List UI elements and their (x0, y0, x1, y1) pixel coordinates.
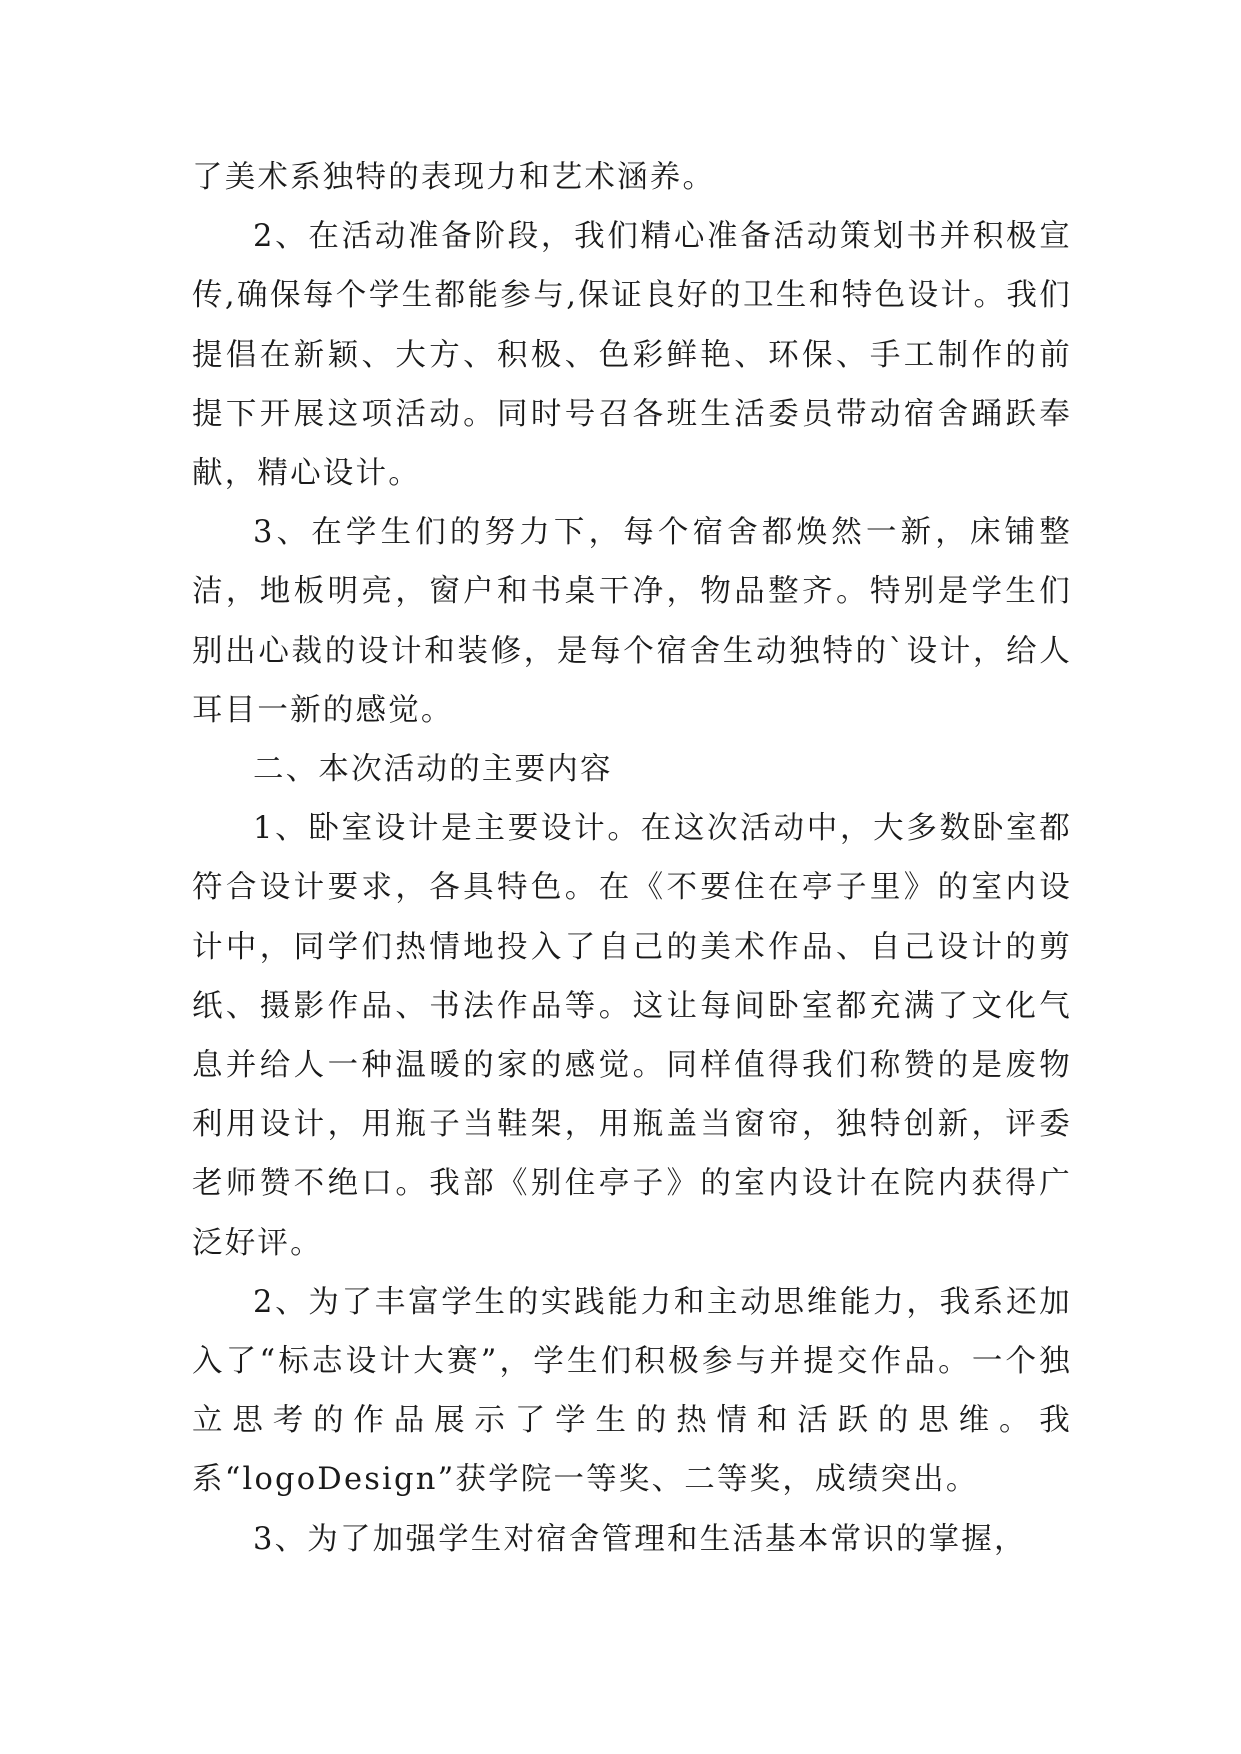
paragraph: 了美术系独特的表现力和艺术涵养。 (192, 160, 716, 195)
paragraph: 2、为了丰富学生的实践能力和主动思维能力，我系还加入了“标志设计大赛”，学生们积极参与并提交作品。一个独立思考的作品展示了学生的热情和活跃的思维。我系“logoDesign”获学院一等奖、二等奖，成绩突出。 (192, 1284, 1072, 1498)
paragraph: 3、在学生们的努力下，每个宿舍都焕然一新，床铺整洁，地板明亮，窗户和书桌干净，物品整齐。特别是学生们别出心裁的设计和装修，是每个宿舍生动独特的`设计，给人耳目一新的感觉。 (192, 515, 1072, 728)
section-heading: 二、本次活动的主要内容 (253, 752, 613, 788)
paragraph: 2、在活动准备阶段，我们精心准备活动策划书并积极宣传,确保每个学生都能参与,保证良好的卫生和特色设计。我们提倡在新颖、大方、积极、色彩鲜艳、环保、手工制作的前提下开展这项活动。同时号召各班生活委员带动宿舍踊跃奉献，精心设计。 (192, 219, 1072, 492)
paragraph: 3、为了加强学生对宿舍管理和生活基本常识的掌握， (253, 1521, 1027, 1557)
paragraph: 1、卧室设计是主要设计。在这次活动中，大多数卧室都符合设计要求，各具特色。在《不要住在亭子里》的室内设计中，同学们热情地投入了自己的美术作品、自己设计的剪纸、摄影作品、书法作品等。这让每间卧室都充满了文化气息并给人一种温暖的家的感觉。同样值得我们称赞的是废物利用设计，用瓶子当鞋架，用瓶盖当窗帘，独特创新，评委老师赞不绝口。我部《别住亭子》的室内设计在院内获得广泛好评。 (192, 811, 1072, 1261)
document-body (192, 148, 1072, 1569)
